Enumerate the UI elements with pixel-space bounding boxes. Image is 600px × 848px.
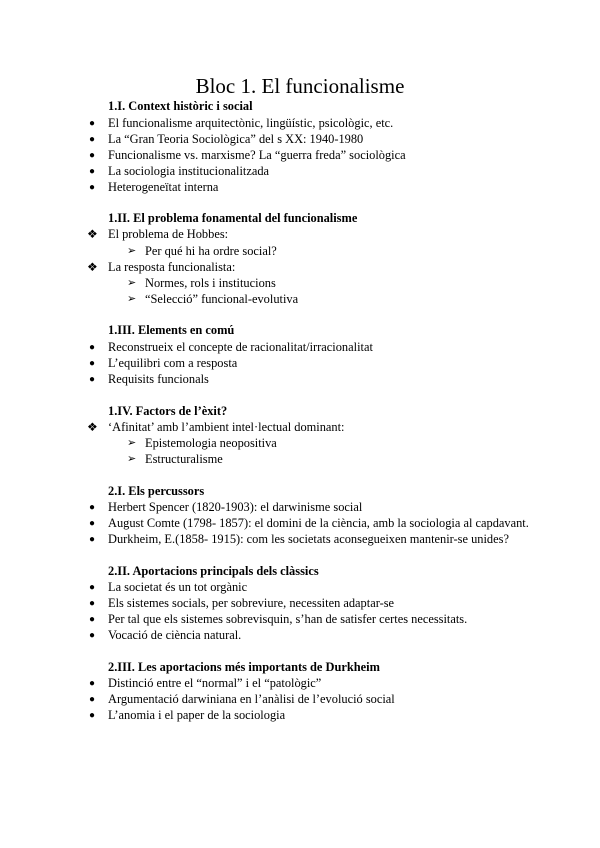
list-item-text: Reconstrueix el concepte de racionalitat/irracionalitat <box>108 340 373 354</box>
list-item <box>89 116 394 131</box>
bullet-icon: ● <box>89 342 96 353</box>
list-item-text: L’equilibri com a resposta <box>108 356 238 370</box>
document-title: Bloc 1. El funcionalisme <box>195 74 405 98</box>
bullet-icon: ● <box>89 582 96 593</box>
list-item-text: Per tal que els sistemes sobrevisquin, s’han de satisfer certes necessitats. <box>108 612 468 626</box>
list-item <box>89 580 248 595</box>
sub-list-item <box>127 292 299 307</box>
list-item <box>89 372 209 387</box>
list-item-text: El funcionalisme arquitectònic, lingüístic, psicològic, etc. <box>108 116 394 130</box>
section-heading: 1.IV. Factors de l’èxit? <box>108 404 228 418</box>
sub-list-item <box>127 244 277 259</box>
arrow-bullet-icon: ➢ <box>127 293 137 305</box>
bullet-icon: ● <box>89 182 96 193</box>
list-item <box>89 628 242 643</box>
section-heading: 2.II. Aportacions principals dels clàssics <box>108 564 319 578</box>
sub-list-item <box>127 436 277 451</box>
list-item <box>89 500 363 515</box>
list-item <box>89 164 270 179</box>
list-item <box>89 596 395 611</box>
list-item-text: Requisits funcionals <box>108 372 209 386</box>
list-item-text: Heterogeneïtat interna <box>108 180 219 194</box>
arrow-bullet-icon: ➢ <box>127 437 137 449</box>
list-item <box>89 132 364 147</box>
list-item-text: La resposta funcionalista: <box>108 260 236 274</box>
list-item-text: La sociologia institucionalitzada <box>108 164 270 178</box>
list-item <box>89 708 286 723</box>
list-item-text: La “Gran Teoria Sociològica” del s XX: 1940-1980 <box>108 132 364 146</box>
list-item-text: Els sistemes socials, per sobreviure, necessiten adaptar-se <box>108 596 395 610</box>
list-item-text: “Selecció” funcional-evolutiva <box>145 292 299 306</box>
section-heading: 1.III. Elements en comú <box>108 323 235 337</box>
list-item-text: El problema de Hobbes: <box>108 227 229 241</box>
list-item-text: Distinció entre el “normal” i el “patològic” <box>108 676 322 690</box>
bullet-icon: ● <box>89 534 96 545</box>
list-item <box>89 148 406 163</box>
sub-list-item <box>127 452 223 467</box>
bullet-icon: ● <box>89 358 96 369</box>
bullet-icon: ● <box>89 598 96 609</box>
sub-list-item <box>127 276 276 291</box>
bullet-icon: ● <box>89 630 96 641</box>
list-item <box>87 227 229 242</box>
bullet-icon: ● <box>89 150 96 161</box>
section-heading: 1.II. El problema fonamental del funcionalisme <box>108 211 358 225</box>
bullet-icon: ● <box>89 134 96 145</box>
list-item <box>87 260 236 275</box>
list-item-text: Durkheim, E.(1858- 1915): com les societats aconsegueixen mantenir-se unides? <box>108 532 509 546</box>
diamond-bullet-icon: ❖ <box>87 420 98 434</box>
list-item <box>89 180 219 195</box>
list-item-text: Funcionalisme vs. marxisme? La “guerra freda” sociològica <box>108 148 406 162</box>
list-item-text: Normes, rols i institucions <box>145 276 276 290</box>
list-item <box>87 420 345 435</box>
list-item-text: Estructuralisme <box>145 452 223 466</box>
diamond-bullet-icon: ❖ <box>87 260 98 274</box>
list-item <box>89 340 373 355</box>
list-item <box>89 356 238 371</box>
arrow-bullet-icon: ➢ <box>127 453 137 465</box>
bullet-icon: ● <box>89 374 96 385</box>
bullet-icon: ● <box>89 502 96 513</box>
bullet-icon: ● <box>89 614 96 625</box>
bullet-icon: ● <box>89 166 96 177</box>
list-item-text: Per qué hi ha ordre social? <box>145 244 277 258</box>
bullet-icon: ● <box>89 118 96 129</box>
list-item-text: Vocació de ciència natural. <box>108 628 242 642</box>
bullet-icon: ● <box>89 710 96 721</box>
list-item <box>89 676 322 691</box>
section-heading: 1.I. Context històric i social <box>108 99 253 113</box>
section-heading: 2.III. Les aportacions més importants de Durkheim <box>108 660 380 674</box>
section-heading: 2.I. Els percussors <box>108 484 205 498</box>
bullet-icon: ● <box>89 518 96 529</box>
arrow-bullet-icon: ➢ <box>127 277 137 289</box>
list-item-text: Herbert Spencer (1820-1903): el darwinisme social <box>108 500 363 514</box>
list-item <box>89 516 529 531</box>
list-item-text: Argumentació darwiniana en l’anàlisi de l’evolució social <box>108 692 395 706</box>
bullet-icon: ● <box>89 694 96 705</box>
list-item-text: August Comte (1798- 1857): el domini de la ciència, amb la sociologia al capdavant. <box>108 516 529 530</box>
list-item <box>89 612 468 627</box>
bullet-icon: ● <box>89 678 96 689</box>
list-item-text: La societat és un tot orgànic <box>108 580 248 594</box>
list-item-text: Epistemologia neopositiva <box>145 436 277 450</box>
list-item <box>89 692 395 707</box>
list-item <box>89 532 509 547</box>
arrow-bullet-icon: ➢ <box>127 245 137 257</box>
list-item-text: ‘Afinitat’ amb l’ambient intel·lectual dominant: <box>108 420 345 434</box>
diamond-bullet-icon: ❖ <box>87 227 98 241</box>
list-item-text: L’anomia i el paper de la sociologia <box>108 708 286 722</box>
